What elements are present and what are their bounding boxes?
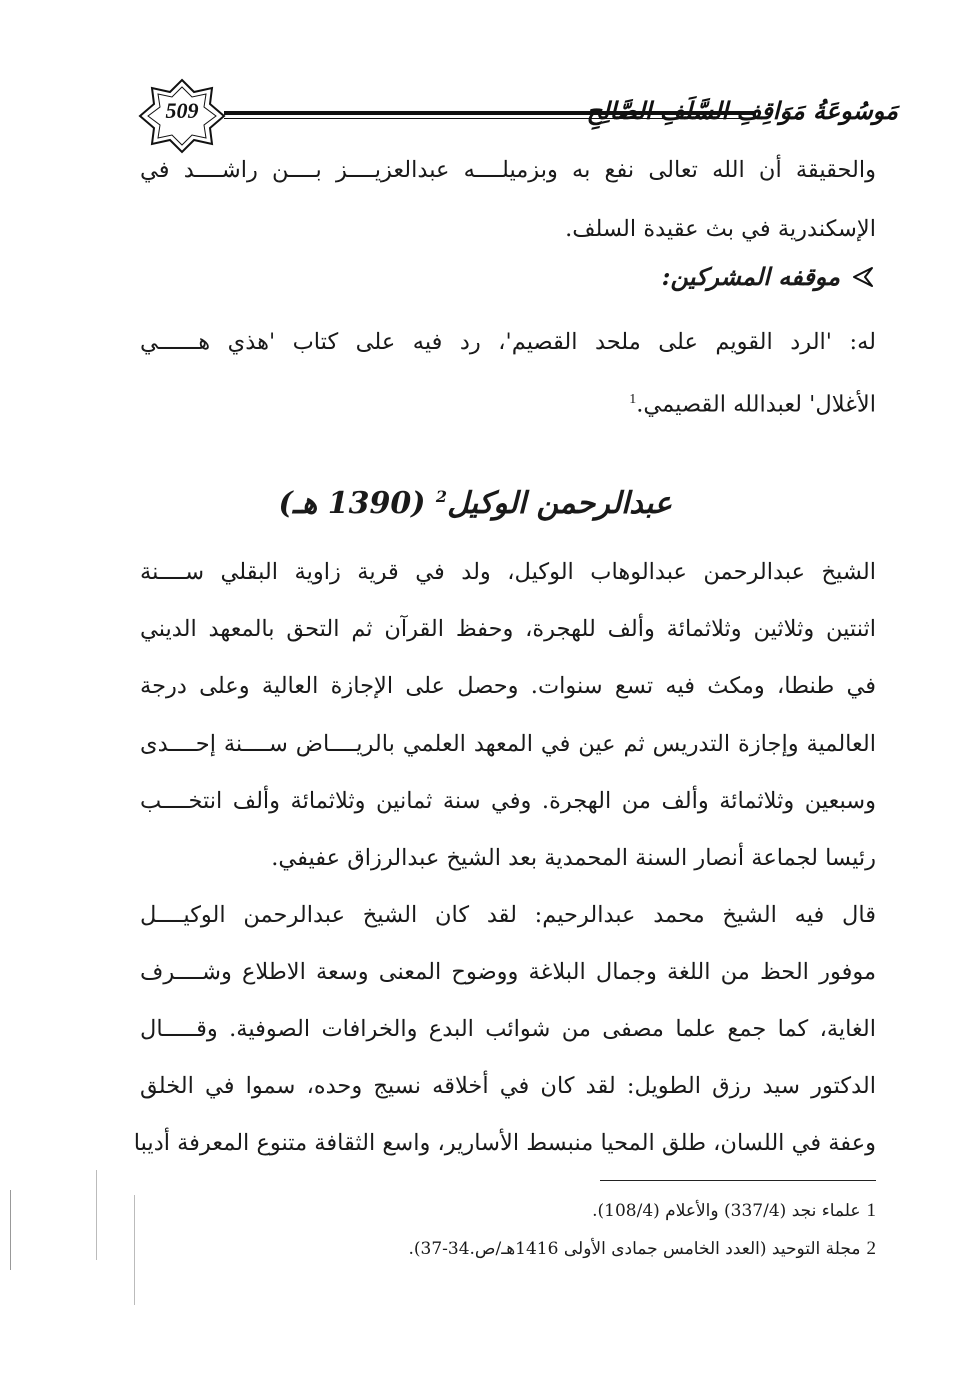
scan-mark xyxy=(96,1170,97,1260)
footnote-marker-1: 1 xyxy=(629,392,637,407)
scan-mark xyxy=(134,1195,135,1305)
chapter-heading xyxy=(278,486,672,521)
arrowhead-bullet-icon xyxy=(850,265,874,289)
footnote-2-number: 2 xyxy=(866,1238,876,1259)
footnote-1-text: علماء نجد (337/4) والأعلام (108/4). xyxy=(592,1201,861,1221)
footnote-2 xyxy=(408,1238,876,1260)
footnote-1 xyxy=(592,1200,876,1222)
footnote-divider xyxy=(600,1180,876,1181)
paragraph1-line-2: اثنتين وثلاثين وثلاثمائة وألف للهجرة، وحفظ القرآن ثم التحق بالمعهد الديني xyxy=(140,616,876,642)
chapter-date: (1390 هـ) xyxy=(278,486,426,521)
chapter-title: عبدالرحمن الوكيل xyxy=(447,486,672,521)
paragraph1-line-5: وسبعين وثلاثمائة وألف من الهجرة. وفي سنة ثمانين وثلاثمائة وألف انتخــــب xyxy=(140,788,876,814)
section-line-2 xyxy=(140,380,876,420)
intro-line-2: الإسكندرية في بث عقيدة السلف. xyxy=(565,216,876,242)
page-number-badge xyxy=(138,78,226,154)
paragraph1-line-1: الشيخ عبدالرحمن عبدالوهاب الوكيل، ولد في قرية زاوية البقلي ســــنة xyxy=(140,559,876,585)
paragraph1-line-6: رئيسا لجماعة أنصار السنة المحمدية بعد الشيخ عبدالرزاق عفيفي. xyxy=(271,845,876,871)
footnote-2-text: مجلة التوحيد (العدد الخامس جمادى الأولى 1416هـ/ص.34-37). xyxy=(408,1239,861,1259)
series-title: مَوسُوعَةُ مَوَاقِفِ السَّلَفِ الصَّالِحِ xyxy=(586,96,898,125)
section-line-1: له: 'الرد القويم على ملحد القصيم'، رد فيه على كتاب 'هذي هــــــي xyxy=(140,329,876,355)
paragraph2-line-3: الغاية، كما جمع علما مصفى من شوائب البدع والخرافات الصوفية. وقـــــال xyxy=(140,1016,876,1042)
page-number: 509 xyxy=(165,98,199,123)
paragraph2-line-4: الدكتور سيد رزق الطويل: لقد كان في أخلاقه نسيج وحده، سموا في الخلق xyxy=(140,1073,876,1099)
intro-line-1: والحقيقة أن الله تعالى نفع به وبزميلــــه عبدالعزيــــز بــــن راشــــد في xyxy=(140,157,876,183)
paragraph2-line-5: وعفة في اللسان، طلق المحيا منبسط الأسارير، واسع الثقافة متنوع المعرفة أديبا xyxy=(133,1130,876,1156)
footnote-1-number: 1 xyxy=(866,1200,876,1221)
paragraph1-line-3: في طنطا، ومكث فيه تسع سنوات. وحصل على الإجازة العالية وعلى درجة xyxy=(140,673,876,699)
paragraph2-line-2: موفور الحظ من اللغة وجمال البلاغة ووضوح المعنى وسعة الاطلاع وشــــرف xyxy=(140,959,876,985)
page-header xyxy=(138,78,898,154)
section-heading-row xyxy=(662,262,874,291)
scan-mark xyxy=(10,1190,11,1270)
section-heading: موقفه المشركين: xyxy=(661,262,840,291)
section-line-2-text: الأغلال' لعبدالله القصيمي. xyxy=(636,391,876,418)
paragraph2-line-1: قال فيه الشيخ محمد عبدالرحيم: لقد كان الشيخ عبدالرحمن الوكيــــل xyxy=(140,902,876,928)
paragraph1-line-4: العالمية وإجازة التدريس ثم عين في المعهد العلمي بالريــــاض ســــنة إحــــدى xyxy=(140,731,876,757)
footnote-marker-2: 2 xyxy=(435,487,448,506)
